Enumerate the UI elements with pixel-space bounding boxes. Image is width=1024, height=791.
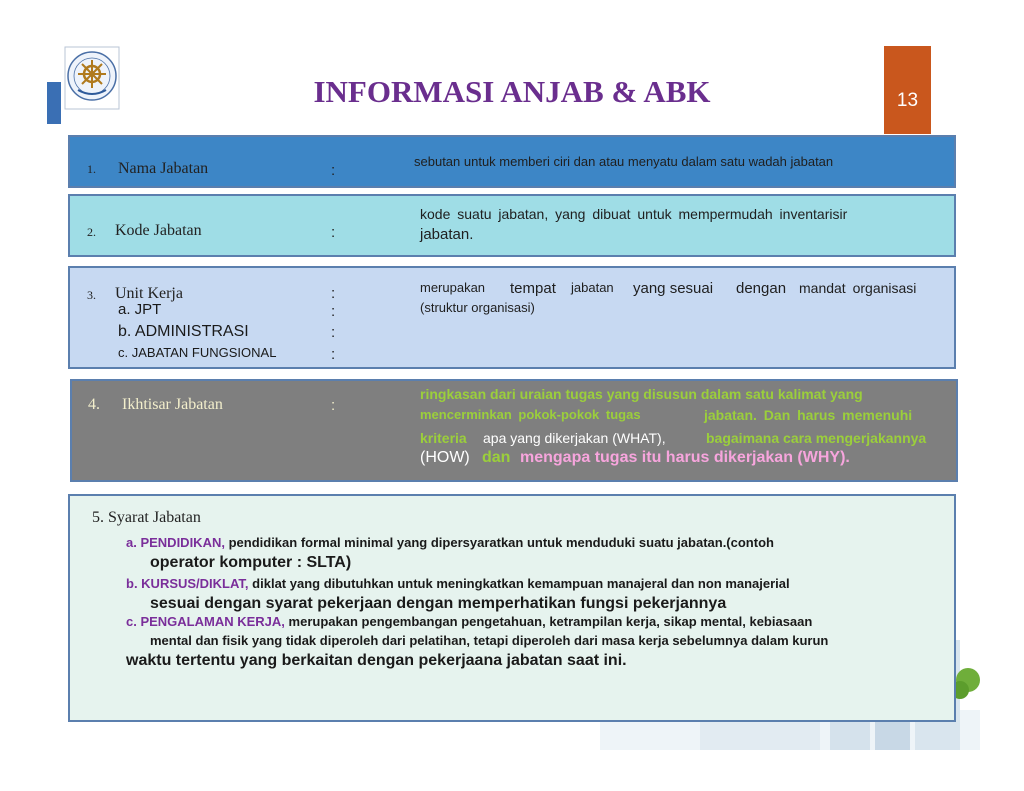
ikhtisar-desc-part: (HOW) — [420, 449, 470, 466]
field-colon: : — [331, 162, 336, 179]
field-description: kode suatu jabatan, yang dibuat untuk mempermudah inventarisir — [420, 206, 848, 222]
section-number: 2. — [87, 225, 96, 239]
syarat-text-cont: sesuai dengan syarat pekerjaan dengan memperhatikan fungsi pekerjannya — [150, 595, 727, 612]
field-colon: : — [331, 397, 336, 414]
section-number: 3. — [87, 288, 96, 302]
syarat-heading: 5. Syarat Jabatan — [92, 509, 201, 526]
field-label: Ikhtisar Jabatan — [122, 396, 223, 413]
unit-desc-part: mandat organisasi — [799, 280, 917, 296]
field-label: Kode Jabatan — [115, 222, 202, 239]
ikhtisar-desc-part: mengapa tugas itu harus dikerjakan (WHY). — [520, 449, 850, 466]
syarat-item-b — [126, 576, 790, 591]
field-label: Unit Kerja — [115, 285, 183, 302]
syarat-key: b. KURSUS/DIKLAT, — [126, 576, 249, 591]
field-colon: : — [331, 303, 336, 320]
syarat-text-cont: operator komputer : SLTA) — [150, 554, 352, 571]
syarat-text: diklat yang dibutuhkan untuk meningkatkan kemampuan manajeral dan non manajerial — [252, 576, 790, 591]
ikhtisar-desc-part: jabatan. Dan harus memenuhi — [704, 407, 913, 423]
section-number: 4. — [88, 396, 100, 413]
unit-sub-b: b. ADMINISTRASI — [118, 323, 249, 340]
field-colon: : — [331, 346, 336, 363]
syarat-item-c — [126, 614, 812, 629]
syarat-item-a — [126, 535, 774, 550]
unit-desc-part: jabatan — [571, 280, 614, 295]
ikhtisar-desc-line: ringkasan dari uraian tugas yang disusun dalam satu kalimat yang — [420, 386, 863, 402]
syarat-text: pendidikan formal minimal yang dipersyaratkan untuk menduduki suatu jabatan.(contoh — [228, 535, 774, 550]
syarat-key: a. PENDIDIKAN, — [126, 535, 225, 550]
field-colon: : — [331, 224, 336, 241]
unit-sub-a: a. JPT — [118, 301, 162, 318]
syarat-text-cont: waktu tertentu yang berkaitan dengan pekerjaana jabatan saat ini. — [126, 652, 627, 669]
field-description-cont: jabatan. — [420, 226, 474, 243]
section-number: 1. — [87, 162, 96, 176]
field-colon: : — [331, 285, 336, 302]
ikhtisar-desc-part: apa yang dikerjakan (WHAT), — [483, 430, 666, 446]
unit-sub-c: c. JABATAN FUNGSIONAL — [118, 345, 277, 360]
unit-desc-part: dengan — [736, 280, 787, 297]
syarat-text: merupakan pengembangan pengetahuan, ketrampilan kerja, sikap mental, kebiasaan — [288, 614, 813, 629]
ikhtisar-desc-part: kriteria — [420, 430, 467, 446]
unit-desc-part: yang sesuai — [633, 280, 714, 297]
field-label: Nama Jabatan — [118, 160, 209, 177]
syarat-text-cont: mental dan fisik yang tidak diperoleh dari pelatihan, tetapi diperoleh dari masa kerja sebelumnya dalam kurun — [150, 633, 829, 648]
unit-desc-part: (struktur organisasi) — [420, 300, 535, 315]
unit-desc-part: tempat — [510, 280, 556, 297]
ikhtisar-desc-part: mencerminkan pokok-pokok tugas — [420, 407, 641, 422]
unit-desc-part: merupakan — [420, 280, 486, 295]
ikhtisar-desc-part: dan — [482, 449, 511, 466]
field-description: sebutan untuk memberi ciri dan atau menyatu dalam satu wadah jabatan — [414, 154, 834, 169]
page-title: INFORMASI ANJAB & ABK — [313, 74, 711, 109]
page-number: 13 — [896, 90, 919, 111]
field-colon: : — [331, 324, 336, 341]
syarat-key: c. PENGALAMAN KERJA, — [126, 614, 285, 629]
ikhtisar-desc-part: bagaimana cara mengerjakannya — [706, 430, 927, 446]
